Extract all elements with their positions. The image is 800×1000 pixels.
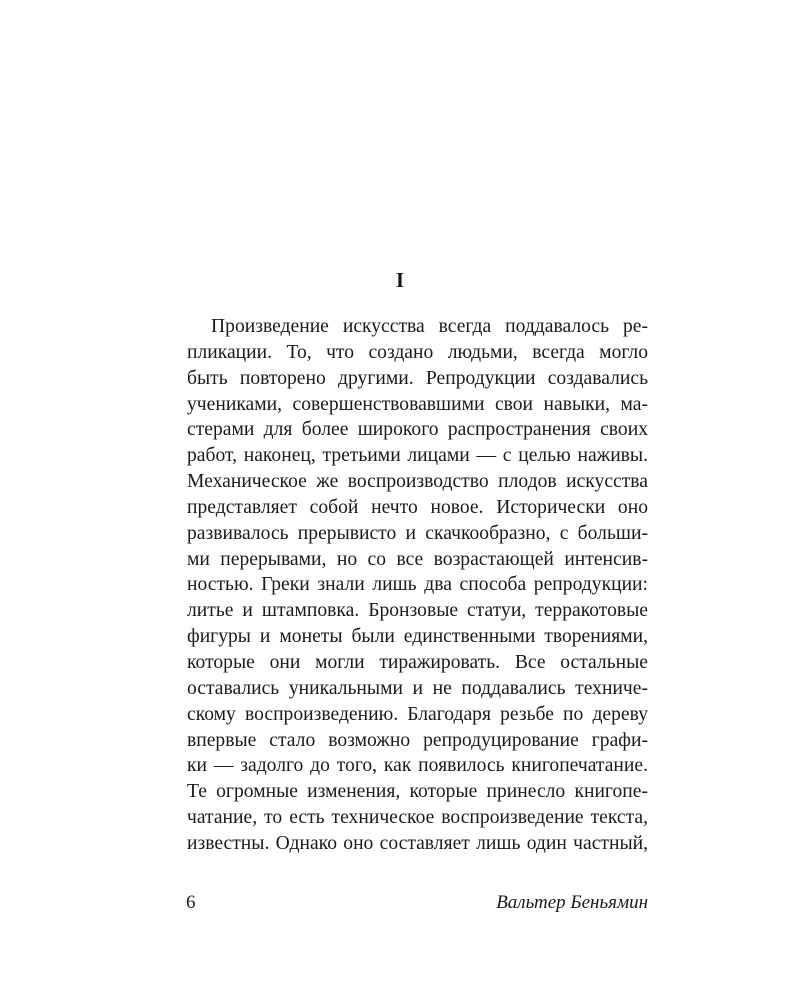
body-paragraph <box>187 314 648 857</box>
text-line: учениками, совершенствовавшими свои навыки, ма- <box>187 393 648 415</box>
text-line: быть повторено другими. Репродукции создавались <box>187 367 648 389</box>
text-line: стерами для более широкого распространения своих <box>187 419 648 441</box>
text-line: ки — задолго до того, как появилось книгопечатание. <box>187 755 648 777</box>
text-line: Механическое же воспроизводство плодов искусства <box>187 471 648 493</box>
text-line: литье и штамповка. Бронзовые статуи, терракотовые <box>187 600 648 622</box>
text-line: фигуры и монеты были единственными творениями, <box>187 626 648 648</box>
text-line: чатание, то есть техническое воспроизведение текста, <box>187 807 648 829</box>
text-line: которые они могли тиражировать. Все остальные <box>187 651 648 673</box>
text-line: представляет собой нечто новое. Исторически оно <box>187 496 648 518</box>
text-line: работ, наконец, третьими лицами — с целью наживы. <box>187 445 648 467</box>
page-number: 6 <box>186 892 196 913</box>
text-line: впервые стало возможно репродуцирование графи- <box>187 729 648 751</box>
text-line: оставались уникальными и не поддавались техниче- <box>187 677 648 699</box>
text-line: известны. Однако оно составляет лишь один частный, <box>187 832 648 854</box>
chapter-number: I <box>395 268 405 292</box>
running-head-author: Вальтер Беньямин <box>496 892 648 913</box>
text-line: ми перерывами, но со все возрастающей интенсив- <box>187 548 648 570</box>
text-line: пликации. То, что создано людьми, всегда могло <box>187 341 648 363</box>
text-line: развивалось прерывисто и скачкообразно, с больши- <box>187 522 648 544</box>
text-line: Произведение искусства всегда поддавалось ре- <box>211 316 648 337</box>
text-line: Те огромные изменения, которые принесло книгопе- <box>187 781 648 803</box>
text-line: ностью. Греки знали лишь два способа репродукции: <box>187 574 648 596</box>
text-line: скому воспроизведению. Благодаря резьбе по дереву <box>187 703 648 725</box>
